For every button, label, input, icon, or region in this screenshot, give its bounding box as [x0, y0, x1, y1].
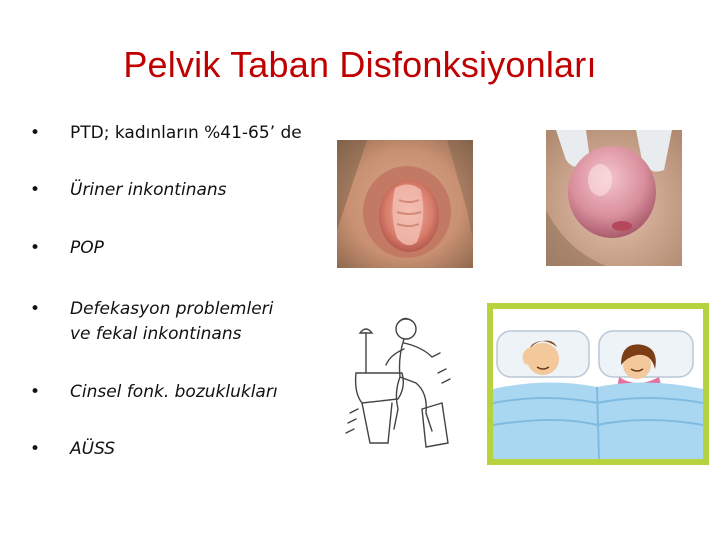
clinical-photo-2	[546, 130, 682, 266]
bullet-text: POP	[70, 238, 104, 258]
bullet-marker: •	[30, 299, 41, 319]
page-title: Pelvik Taban Disfonksiyonları	[123, 44, 597, 85]
bullet-marker: •	[30, 238, 41, 258]
bullet-marker: •	[30, 382, 41, 402]
bullet-text: Cinsel fonk. bozuklukları	[70, 382, 278, 402]
bullet-marker: •	[30, 180, 41, 200]
bullet-text-line2: ve fekal inkontinans	[70, 324, 242, 344]
bullet-text: Defekasyon problemleri	[70, 299, 274, 319]
bullet-marker: •	[30, 123, 41, 143]
couple-in-bed-illustration	[487, 303, 709, 465]
clinical-photo-1	[337, 140, 473, 268]
bullet-marker: •	[30, 439, 41, 459]
bullet-text: Üriner inkontinans	[70, 180, 227, 200]
bullet-text: AÜSS	[70, 439, 116, 459]
bullet-text: PTD; kadınların %41-65’ de	[70, 123, 302, 143]
toilet-sketch-illustration	[342, 313, 454, 453]
